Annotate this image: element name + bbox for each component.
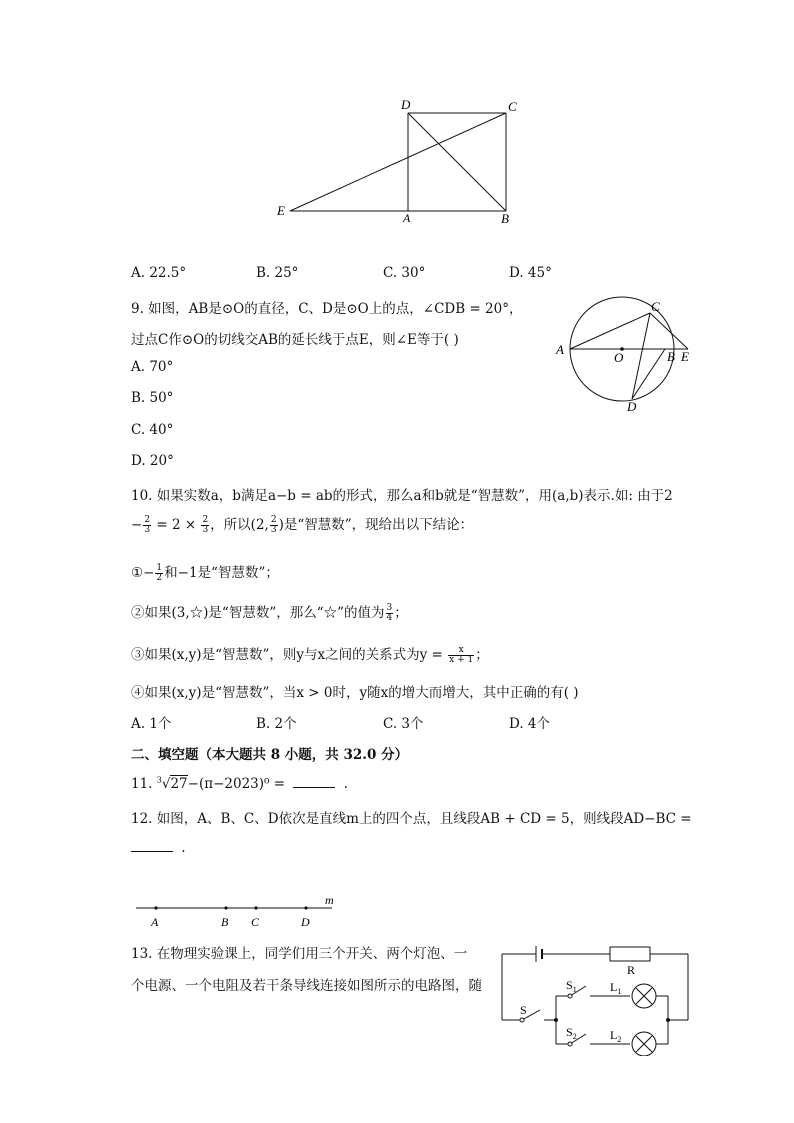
q12-label-C: C xyxy=(251,915,260,929)
q9-stem-line2: 过点C作⊙O的切线交AB的延长线于点E，则∠E等于( ) xyxy=(131,332,459,348)
q9-label-D: D xyxy=(627,399,637,414)
q11-stem: 11. $^3$√27−(π−2023)⁰ = . xyxy=(131,775,348,792)
section-heading-fill-in: 二、填空题（本大题共 8 小题，共 32.0 分） xyxy=(131,747,409,763)
q11-answer-blank[interactable] xyxy=(293,775,335,788)
q8-option-b: B. 25° xyxy=(256,265,299,281)
q12-label-D: D xyxy=(301,915,310,929)
q12-stem-line2: . xyxy=(131,839,186,856)
q13-label-S1: $S_1$ xyxy=(566,978,577,994)
q12-label-m: m xyxy=(325,893,334,907)
q13-circuit-figure xyxy=(496,936,696,1056)
q9-figure xyxy=(552,296,700,416)
q12-label-A: A xyxy=(151,915,159,929)
q9-option-a: A. 70° xyxy=(131,359,174,375)
q10-conclusion-4: ④如果(x,y)是“智慧数”，当x > 0时，y随x的增大而增大，其中正确的有( ) xyxy=(131,685,579,701)
q13-label-R: R xyxy=(627,963,636,977)
q8-label-B: B xyxy=(501,211,509,226)
q8-option-d: D. 45° xyxy=(509,265,552,281)
q8-figure xyxy=(270,95,530,230)
q9-label-B: B xyxy=(667,349,675,364)
q9-option-d: D. 20° xyxy=(131,453,174,469)
q9-label-A: A xyxy=(556,342,564,357)
q9-label-C: C xyxy=(651,299,660,314)
q9-stem-line1: 9. 如图，AB是⊙O的直径，C、D是⊙O上的点，∠CDB = 20°， xyxy=(131,301,523,317)
q8-label-A: A xyxy=(403,211,411,225)
q10-option-b: B. 2个 xyxy=(256,716,297,732)
q12-stem-line1: 12. 如图，A、B、C、D依次是直线m上的四个点，且线段AB + CD = 5，则线段AD−BC = xyxy=(131,811,692,827)
q8-label-E: E xyxy=(277,203,285,218)
q12-figure xyxy=(130,890,350,932)
q12-label-B: B xyxy=(221,915,229,929)
q13-label-L1: $L_1$ xyxy=(610,980,622,996)
q8-option-a: A. 22.5° xyxy=(131,265,187,281)
q9-label-E: E xyxy=(681,349,689,364)
q10-stem-line2: − $\frac{2}{3}$ = 2 × $\frac{2}{3}$ ，所以(2, $\frac{2}{3}$ )是“智慧数”，现给出以下结论： xyxy=(131,515,474,535)
q10-conclusion-3: ③如果(x,y)是“智慧数”，则y与x之间的关系式为y = $\frac{x}{x + 1}$ ； xyxy=(131,645,489,665)
q13-label-S2: $S_2$ xyxy=(566,1025,577,1041)
q13-label-L2: $L_2$ xyxy=(610,1028,622,1044)
q13-stem-line1: 13. 在物理实验课上，同学们用三个开关、两个灯泡、一 xyxy=(131,946,468,962)
q13-label-S: S xyxy=(520,1003,527,1017)
q8-option-c: C. 30° xyxy=(383,265,426,281)
q12-answer-blank[interactable] xyxy=(131,839,173,852)
q10-conclusion-1: ①− $\frac{1}{2}$ 和−1是“智慧数”； xyxy=(131,563,279,583)
q8-label-D: D xyxy=(401,97,411,112)
q13-stem-line2: 个电源、一个电阻及若干条导线连接如图所示的电路图，随 xyxy=(131,978,482,994)
q10-conclusion-2: ②如果(3,☆)是“智慧数”，那么“☆”的值为 $\frac{3}{4}$ ； xyxy=(131,603,408,623)
q10-option-a: A. 1个 xyxy=(131,716,172,732)
q9-option-c: C. 40° xyxy=(131,422,174,438)
q10-option-c: C. 3个 xyxy=(383,716,424,732)
q8-label-C: C xyxy=(508,99,517,114)
q10-option-d: D. 4个 xyxy=(509,716,551,732)
q9-label-O: O xyxy=(614,350,624,365)
q10-stem-line1: 10. 如果实数a，b满足a−b = ab的形式，那么a和b就是“智慧数”，用(a,b)表示.如: 由于2 xyxy=(131,488,673,504)
q9-option-b: B. 50° xyxy=(131,390,174,406)
